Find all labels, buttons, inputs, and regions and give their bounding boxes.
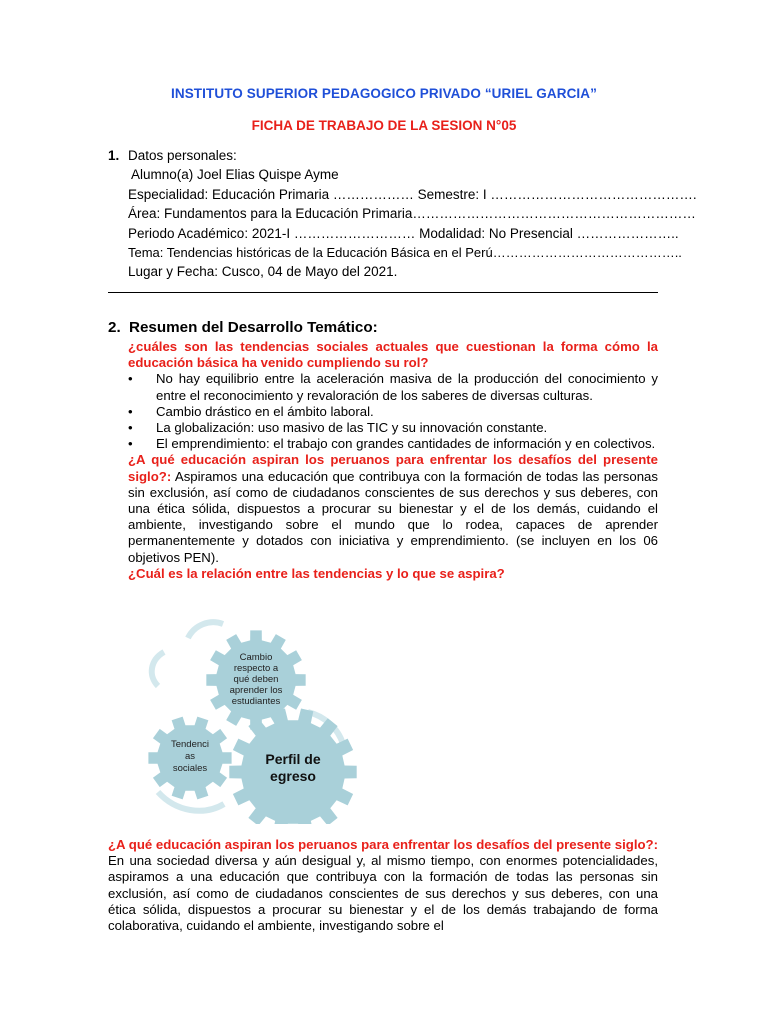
gear-right-label (265, 751, 320, 784)
answer-2-paragraph (128, 452, 658, 565)
summary-section (108, 318, 658, 582)
svg-text:egreso: egreso (270, 768, 316, 784)
final-paragraph (108, 837, 658, 934)
summary-heading (108, 318, 658, 337)
svg-text:estudiantes: estudiantes (231, 696, 281, 707)
student-name: Alumno(a) Joel Elias Quispe Ayme (131, 167, 339, 183)
period-line: Periodo Académico: 2021-I ……………………… Modalidad: No Presencial ………………….. (128, 225, 679, 241)
svg-text:Perfil de: Perfil de (265, 751, 321, 767)
cycle-arrow-icon (158, 792, 224, 811)
bullet-icon: • (128, 436, 133, 452)
area-line: Área: Fundamentos para la Educación Primaria……………………………………………………… (128, 206, 696, 222)
topic-line: Tema: Tendencias históricas de la Educación Básica en el Perú…………………………………….. (128, 245, 682, 261)
question-2: ¿A qué educación aspiran los peruanos para enfrentar los desafíos del presente siglo?: (128, 452, 658, 484)
svg-text:respecto a: respecto a (233, 663, 279, 674)
worksheet-title: FICHA DE TRABAJO DE LA SESION N°05 (251, 118, 517, 133)
personal-data-section (108, 146, 697, 282)
cycle-arrow-icon (152, 652, 164, 686)
section-number: 2. (108, 319, 121, 336)
section-number: 1. (108, 148, 120, 163)
summary-heading-text: Resumen del Desarrollo Temático: (129, 319, 378, 336)
svg-text:aprender los: aprender los (229, 685, 283, 696)
specialty-line: Especialidad: Educación Primaria ……………… Semestre: I ………………………………………. (128, 186, 697, 202)
cycle-arrow-icon (188, 622, 223, 638)
bullet-item: • La globalización: uso masivo de las TIC y su innovación constante. (128, 420, 548, 436)
svg-text:qué deben: qué deben (233, 674, 279, 685)
svg-text:as: as (184, 751, 196, 762)
bullet-item: • El emprendimiento: el trabajo con grandes cantidades de información y en colectivos. (128, 436, 656, 452)
personal-data-heading (108, 146, 697, 165)
separator-line (108, 292, 658, 293)
section-heading-text: Datos personales: (128, 148, 237, 163)
bullet-item: • Cambio drástico en el ámbito laboral. (128, 403, 374, 419)
svg-text:Tendenci: Tendenci (170, 739, 210, 750)
svg-text:sociales: sociales (172, 763, 208, 774)
gear-diagram (128, 616, 390, 824)
answer-2: Aspiramos una educación que contribuya con la formación de todas las personas sin exclusión, así como de ciudadanos conscientes de sus derechos y sus deberes, con una ética sólida, dispuestos a procurar su bienestar y el de los demás, cuidando el ambiente, investigando sobre el mundo que lo rodea, capaces de aprender permanentemente y dotados con iniciativa y emprendimiento. (se incluyen en los 06 objetivos PEN). (128, 468, 658, 565)
bullet-icon: • (128, 403, 133, 419)
question-3: ¿Cuál es la relación entre las tendencias y lo que se aspira? (128, 565, 505, 581)
bullet-icon: • (128, 371, 133, 387)
final-question: ¿A qué educación aspiran los peruanos para enfrentar los desafíos del presente siglo?: (108, 837, 658, 852)
svg-text:Cambio: Cambio (239, 652, 273, 663)
bullet-icon: • (128, 420, 133, 436)
bullet-item: • No hay equilibrio entre la aceleración masiva de la producción del conocimiento y entre el reconocimiento y revaloración de los saberes de diversas culturas. (128, 371, 658, 403)
question-1: ¿cuáles son las tendencias sociales actuales que cuestionan la forma cómo la educación básica ha venido cumpliendo su rol? (128, 339, 658, 371)
final-answer: En una sociedad diversa y aún desigual y, al mismo tiempo, con enormes potencialidades, aspiramos a una educación que contribuya con la formación de todas las personas sin exclusión, así como de ciudadanos conscientes de sus derechos y sus deberes, con una ética sólida, dispuestos a procurar su bienestar y el de los demás trabajando de forma colaborativa, cuidando el ambiente, investigando sobre el (108, 853, 658, 934)
institute-title: INSTITUTO SUPERIOR PEDAGOGICO PRIVADO “URIEL GARCIA” (171, 86, 597, 101)
place-date-line: Lugar y Fecha: Cusco, 04 de Mayo del 2021. (128, 264, 398, 280)
